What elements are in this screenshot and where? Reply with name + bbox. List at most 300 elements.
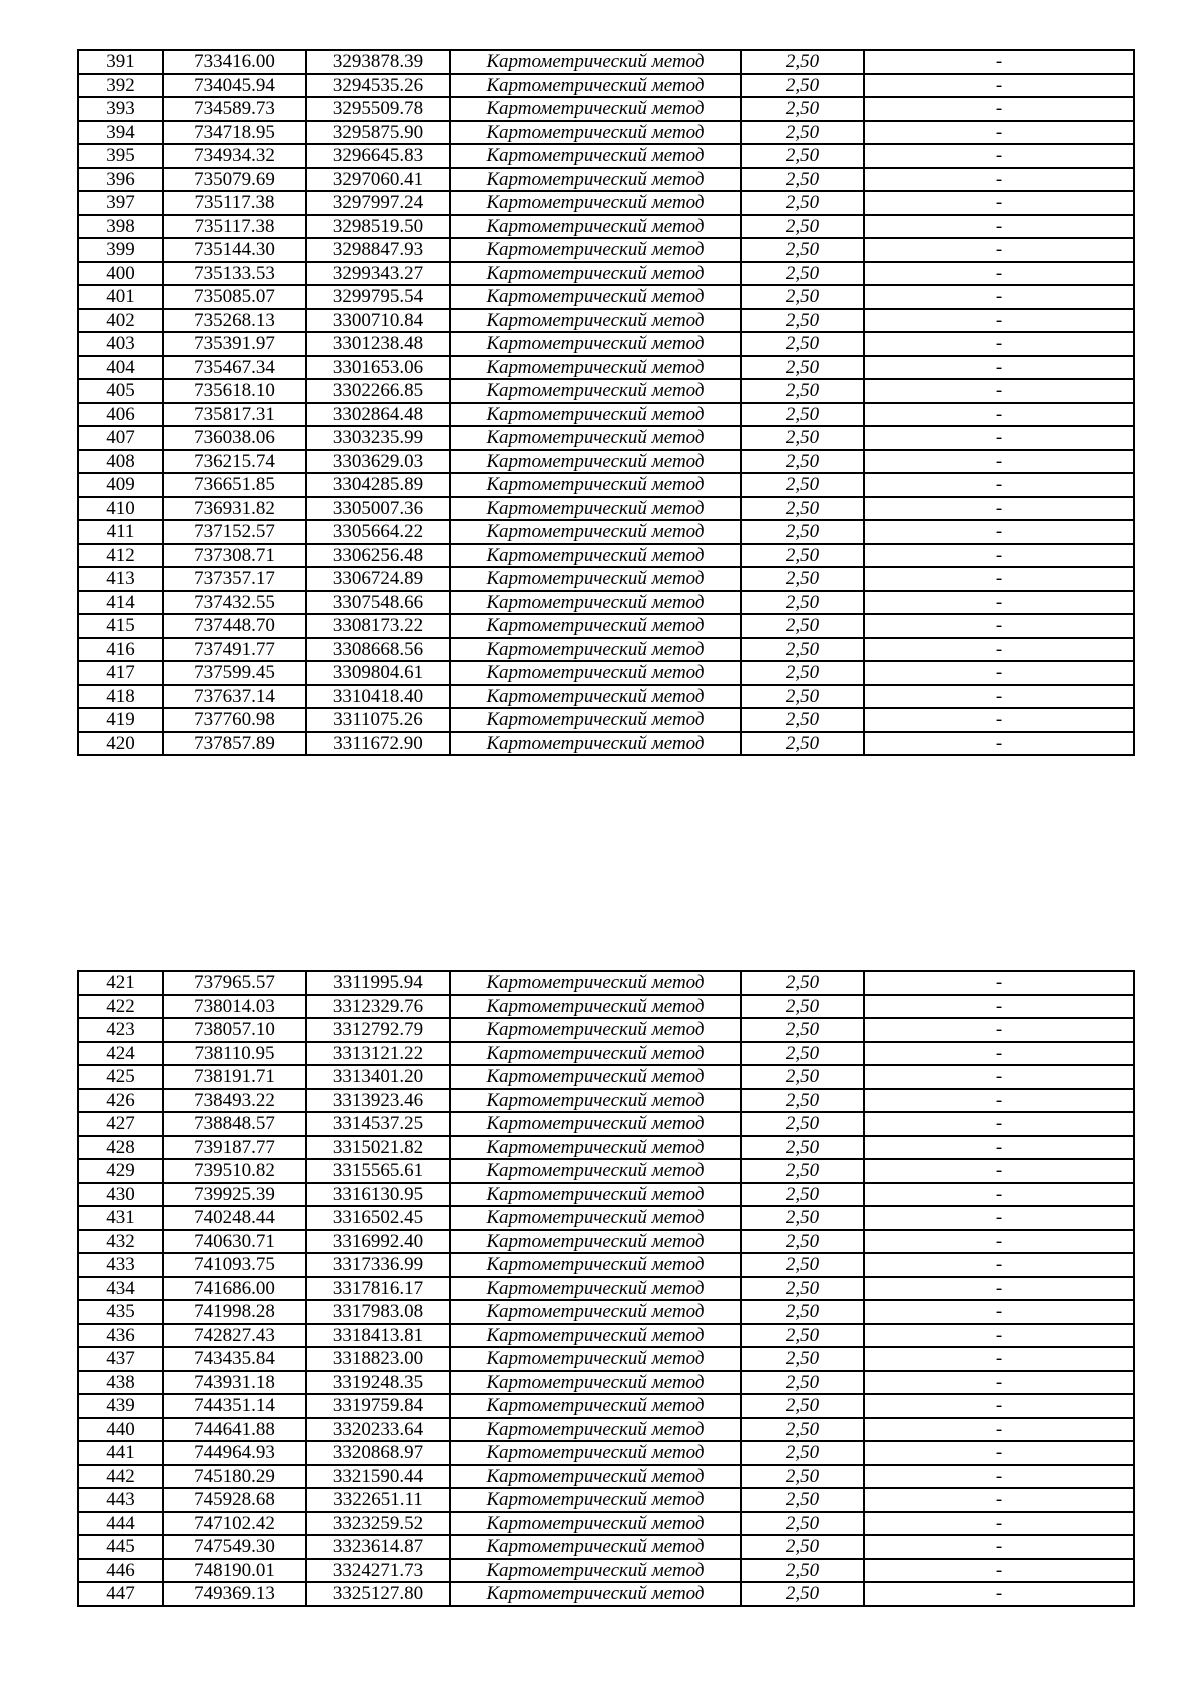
accuracy-cell: 2,50 xyxy=(741,685,864,709)
method-cell: Картометрический метод xyxy=(450,1371,741,1395)
method-cell: Картометрический метод xyxy=(450,995,741,1019)
y-coordinate-cell: 3314537.25 xyxy=(306,1112,450,1136)
point-number-cell: 437 xyxy=(78,1347,163,1371)
accuracy-cell: 2,50 xyxy=(741,1018,864,1042)
table-row xyxy=(78,708,1134,732)
accuracy-cell: 2,50 xyxy=(741,732,864,756)
description-cell: - xyxy=(864,1394,1134,1418)
y-coordinate-cell: 3320868.97 xyxy=(306,1441,450,1465)
point-number-cell: 405 xyxy=(78,379,163,403)
point-number-cell: 413 xyxy=(78,567,163,591)
table-row xyxy=(78,638,1134,662)
point-number-cell: 410 xyxy=(78,497,163,521)
table-row xyxy=(78,661,1134,685)
point-number-cell: 423 xyxy=(78,1018,163,1042)
x-coordinate-cell: 735144.30 xyxy=(163,238,306,262)
y-coordinate-cell: 3319759.84 xyxy=(306,1394,450,1418)
x-coordinate-cell: 738848.57 xyxy=(163,1112,306,1136)
method-cell: Картометрический метод xyxy=(450,215,741,239)
table-row xyxy=(78,520,1134,544)
description-cell: - xyxy=(864,473,1134,497)
table-row xyxy=(78,971,1134,995)
y-coordinate-cell: 3295875.90 xyxy=(306,121,450,145)
method-cell: Картометрический метод xyxy=(450,1136,741,1160)
x-coordinate-cell: 735085.07 xyxy=(163,285,306,309)
x-coordinate-cell: 735391.97 xyxy=(163,332,306,356)
table-row xyxy=(78,1324,1134,1348)
x-coordinate-cell: 734589.73 xyxy=(163,97,306,121)
x-coordinate-cell: 737491.77 xyxy=(163,638,306,662)
table-row xyxy=(78,1136,1134,1160)
y-coordinate-cell: 3325127.80 xyxy=(306,1582,450,1606)
x-coordinate-cell: 735117.38 xyxy=(163,215,306,239)
description-cell: - xyxy=(864,1018,1134,1042)
point-number-cell: 439 xyxy=(78,1394,163,1418)
method-cell: Картометрический метод xyxy=(450,356,741,380)
accuracy-cell: 2,50 xyxy=(741,50,864,74)
method-cell: Картометрический метод xyxy=(450,74,741,98)
x-coordinate-cell: 747102.42 xyxy=(163,1512,306,1536)
accuracy-cell: 2,50 xyxy=(741,285,864,309)
coordinates-table-body xyxy=(78,971,1134,1606)
description-cell: - xyxy=(864,1559,1134,1583)
y-coordinate-cell: 3313121.22 xyxy=(306,1042,450,1066)
method-cell: Картометрический метод xyxy=(450,1300,741,1324)
description-cell: - xyxy=(864,309,1134,333)
description-cell: - xyxy=(864,1065,1134,1089)
point-number-cell: 417 xyxy=(78,661,163,685)
point-number-cell: 407 xyxy=(78,426,163,450)
y-coordinate-cell: 3313401.20 xyxy=(306,1065,450,1089)
method-cell: Картометрический метод xyxy=(450,1230,741,1254)
method-cell: Картометрический метод xyxy=(450,591,741,615)
description-cell: - xyxy=(864,591,1134,615)
point-number-cell: 391 xyxy=(78,50,163,74)
y-coordinate-cell: 3324271.73 xyxy=(306,1559,450,1583)
x-coordinate-cell: 740630.71 xyxy=(163,1230,306,1254)
y-coordinate-cell: 3317336.99 xyxy=(306,1253,450,1277)
point-number-cell: 421 xyxy=(78,971,163,995)
table-row xyxy=(78,1300,1134,1324)
description-cell: - xyxy=(864,497,1134,521)
y-coordinate-cell: 3309804.61 xyxy=(306,661,450,685)
table-row xyxy=(78,403,1134,427)
point-number-cell: 402 xyxy=(78,309,163,333)
method-cell: Картометрический метод xyxy=(450,614,741,638)
x-coordinate-cell: 738191.71 xyxy=(163,1065,306,1089)
point-number-cell: 440 xyxy=(78,1418,163,1442)
accuracy-cell: 2,50 xyxy=(741,708,864,732)
point-number-cell: 430 xyxy=(78,1183,163,1207)
table-row xyxy=(78,215,1134,239)
y-coordinate-cell: 3298847.93 xyxy=(306,238,450,262)
table-row xyxy=(78,379,1134,403)
y-coordinate-cell: 3296645.83 xyxy=(306,144,450,168)
method-cell: Картометрический метод xyxy=(450,1394,741,1418)
x-coordinate-cell: 735133.53 xyxy=(163,262,306,286)
table-row xyxy=(78,1394,1134,1418)
table-row xyxy=(78,685,1134,709)
x-coordinate-cell: 738014.03 xyxy=(163,995,306,1019)
point-number-cell: 446 xyxy=(78,1559,163,1583)
x-coordinate-cell: 735817.31 xyxy=(163,403,306,427)
accuracy-cell: 2,50 xyxy=(741,1441,864,1465)
point-number-cell: 444 xyxy=(78,1512,163,1536)
accuracy-cell: 2,50 xyxy=(741,309,864,333)
y-coordinate-cell: 3305007.36 xyxy=(306,497,450,521)
y-coordinate-cell: 3297060.41 xyxy=(306,168,450,192)
accuracy-cell: 2,50 xyxy=(741,1206,864,1230)
method-cell: Картометрический метод xyxy=(450,191,741,215)
point-number-cell: 400 xyxy=(78,262,163,286)
description-cell: - xyxy=(864,332,1134,356)
accuracy-cell: 2,50 xyxy=(741,971,864,995)
table-row xyxy=(78,732,1134,756)
x-coordinate-cell: 737857.89 xyxy=(163,732,306,756)
x-coordinate-cell: 737308.71 xyxy=(163,544,306,568)
description-cell: - xyxy=(864,1277,1134,1301)
y-coordinate-cell: 3304285.89 xyxy=(306,473,450,497)
accuracy-cell: 2,50 xyxy=(741,1253,864,1277)
y-coordinate-cell: 3318413.81 xyxy=(306,1324,450,1348)
x-coordinate-cell: 735467.34 xyxy=(163,356,306,380)
x-coordinate-cell: 734934.32 xyxy=(163,144,306,168)
accuracy-cell: 2,50 xyxy=(741,426,864,450)
table-row xyxy=(78,591,1134,615)
description-cell: - xyxy=(864,356,1134,380)
method-cell: Картометрический метод xyxy=(450,1418,741,1442)
method-cell: Картометрический метод xyxy=(450,1512,741,1536)
accuracy-cell: 2,50 xyxy=(741,1065,864,1089)
x-coordinate-cell: 741998.28 xyxy=(163,1300,306,1324)
x-coordinate-cell: 748190.01 xyxy=(163,1559,306,1583)
table-row xyxy=(78,191,1134,215)
method-cell: Картометрический метод xyxy=(450,520,741,544)
y-coordinate-cell: 3319248.35 xyxy=(306,1371,450,1395)
accuracy-cell: 2,50 xyxy=(741,1347,864,1371)
point-number-cell: 424 xyxy=(78,1042,163,1066)
accuracy-cell: 2,50 xyxy=(741,1559,864,1583)
x-coordinate-cell: 740248.44 xyxy=(163,1206,306,1230)
point-number-cell: 433 xyxy=(78,1253,163,1277)
accuracy-cell: 2,50 xyxy=(741,1112,864,1136)
y-coordinate-cell: 3301238.48 xyxy=(306,332,450,356)
description-cell: - xyxy=(864,191,1134,215)
accuracy-cell: 2,50 xyxy=(741,1300,864,1324)
x-coordinate-cell: 736215.74 xyxy=(163,450,306,474)
y-coordinate-cell: 3297997.24 xyxy=(306,191,450,215)
y-coordinate-cell: 3323614.87 xyxy=(306,1535,450,1559)
method-cell: Картометрический метод xyxy=(450,638,741,662)
table-row xyxy=(78,1559,1134,1583)
accuracy-cell: 2,50 xyxy=(741,638,864,662)
method-cell: Картометрический метод xyxy=(450,309,741,333)
description-cell: - xyxy=(864,1042,1134,1066)
method-cell: Картометрический метод xyxy=(450,1559,741,1583)
method-cell: Картометрический метод xyxy=(450,1277,741,1301)
description-cell: - xyxy=(864,638,1134,662)
table-row xyxy=(78,1230,1134,1254)
table-row xyxy=(78,544,1134,568)
description-cell: - xyxy=(864,1512,1134,1536)
description-cell: - xyxy=(864,1324,1134,1348)
accuracy-cell: 2,50 xyxy=(741,1582,864,1606)
x-coordinate-cell: 736038.06 xyxy=(163,426,306,450)
method-cell: Картометрический метод xyxy=(450,121,741,145)
x-coordinate-cell: 737357.17 xyxy=(163,567,306,591)
y-coordinate-cell: 3298519.50 xyxy=(306,215,450,239)
method-cell: Картометрический метод xyxy=(450,1159,741,1183)
table-row xyxy=(78,1042,1134,1066)
point-number-cell: 403 xyxy=(78,332,163,356)
x-coordinate-cell: 737965.57 xyxy=(163,971,306,995)
point-number-cell: 395 xyxy=(78,144,163,168)
x-coordinate-cell: 735117.38 xyxy=(163,191,306,215)
method-cell: Картометрический метод xyxy=(450,661,741,685)
point-number-cell: 392 xyxy=(78,74,163,98)
accuracy-cell: 2,50 xyxy=(741,1183,864,1207)
accuracy-cell: 2,50 xyxy=(741,1230,864,1254)
x-coordinate-cell: 737448.70 xyxy=(163,614,306,638)
accuracy-cell: 2,50 xyxy=(741,262,864,286)
method-cell: Картометрический метод xyxy=(450,403,741,427)
accuracy-cell: 2,50 xyxy=(741,497,864,521)
description-cell: - xyxy=(864,1136,1134,1160)
point-number-cell: 427 xyxy=(78,1112,163,1136)
point-number-cell: 416 xyxy=(78,638,163,662)
method-cell: Картометрический метод xyxy=(450,497,741,521)
table-row xyxy=(78,567,1134,591)
method-cell: Картометрический метод xyxy=(450,708,741,732)
method-cell: Картометрический метод xyxy=(450,144,741,168)
description-cell: - xyxy=(864,1441,1134,1465)
table-row xyxy=(78,426,1134,450)
accuracy-cell: 2,50 xyxy=(741,450,864,474)
y-coordinate-cell: 3308173.22 xyxy=(306,614,450,638)
accuracy-cell: 2,50 xyxy=(741,1042,864,1066)
method-cell: Картометрический метод xyxy=(450,567,741,591)
method-cell: Картометрический метод xyxy=(450,285,741,309)
method-cell: Картометрический метод xyxy=(450,262,741,286)
description-cell: - xyxy=(864,1183,1134,1207)
x-coordinate-cell: 744964.93 xyxy=(163,1441,306,1465)
table-row xyxy=(78,1347,1134,1371)
table-row xyxy=(78,1512,1134,1536)
description-cell: - xyxy=(864,262,1134,286)
table-row xyxy=(78,1488,1134,1512)
table-row xyxy=(78,1089,1134,1113)
accuracy-cell: 2,50 xyxy=(741,238,864,262)
point-number-cell: 393 xyxy=(78,97,163,121)
method-cell: Картометрический метод xyxy=(450,971,741,995)
table-row xyxy=(78,121,1134,145)
method-cell: Картометрический метод xyxy=(450,332,741,356)
y-coordinate-cell: 3311995.94 xyxy=(306,971,450,995)
method-cell: Картометрический метод xyxy=(450,1441,741,1465)
description-cell: - xyxy=(864,74,1134,98)
coordinates-table-1 xyxy=(77,49,1135,756)
method-cell: Картометрический метод xyxy=(450,732,741,756)
description-cell: - xyxy=(864,379,1134,403)
point-number-cell: 409 xyxy=(78,473,163,497)
description-cell: - xyxy=(864,1159,1134,1183)
description-cell: - xyxy=(864,403,1134,427)
accuracy-cell: 2,50 xyxy=(741,191,864,215)
description-cell: - xyxy=(864,168,1134,192)
accuracy-cell: 2,50 xyxy=(741,1465,864,1489)
description-cell: - xyxy=(864,1300,1134,1324)
point-number-cell: 398 xyxy=(78,215,163,239)
accuracy-cell: 2,50 xyxy=(741,1488,864,1512)
method-cell: Картометрический метод xyxy=(450,1324,741,1348)
x-coordinate-cell: 736931.82 xyxy=(163,497,306,521)
description-cell: - xyxy=(864,995,1134,1019)
point-number-cell: 418 xyxy=(78,685,163,709)
method-cell: Картометрический метод xyxy=(450,97,741,121)
table-row xyxy=(78,238,1134,262)
x-coordinate-cell: 749369.13 xyxy=(163,1582,306,1606)
y-coordinate-cell: 3312792.79 xyxy=(306,1018,450,1042)
method-cell: Картометрический метод xyxy=(450,50,741,74)
method-cell: Картометрический метод xyxy=(450,1206,741,1230)
description-cell: - xyxy=(864,121,1134,145)
table-row xyxy=(78,995,1134,1019)
description-cell: - xyxy=(864,426,1134,450)
point-number-cell: 438 xyxy=(78,1371,163,1395)
x-coordinate-cell: 737599.45 xyxy=(163,661,306,685)
accuracy-cell: 2,50 xyxy=(741,1324,864,1348)
description-cell: - xyxy=(864,1535,1134,1559)
description-cell: - xyxy=(864,215,1134,239)
accuracy-cell: 2,50 xyxy=(741,1159,864,1183)
x-coordinate-cell: 738110.95 xyxy=(163,1042,306,1066)
table-row xyxy=(78,97,1134,121)
y-coordinate-cell: 3322651.11 xyxy=(306,1488,450,1512)
method-cell: Картометрический метод xyxy=(450,1018,741,1042)
y-coordinate-cell: 3299795.54 xyxy=(306,285,450,309)
x-coordinate-cell: 734718.95 xyxy=(163,121,306,145)
accuracy-cell: 2,50 xyxy=(741,97,864,121)
point-number-cell: 397 xyxy=(78,191,163,215)
y-coordinate-cell: 3316992.40 xyxy=(306,1230,450,1254)
point-number-cell: 412 xyxy=(78,544,163,568)
y-coordinate-cell: 3317816.17 xyxy=(306,1277,450,1301)
y-coordinate-cell: 3316502.45 xyxy=(306,1206,450,1230)
description-cell: - xyxy=(864,1371,1134,1395)
y-coordinate-cell: 3303629.03 xyxy=(306,450,450,474)
description-cell: - xyxy=(864,732,1134,756)
accuracy-cell: 2,50 xyxy=(741,1394,864,1418)
y-coordinate-cell: 3305664.22 xyxy=(306,520,450,544)
accuracy-cell: 2,50 xyxy=(741,1371,864,1395)
point-number-cell: 419 xyxy=(78,708,163,732)
description-cell: - xyxy=(864,708,1134,732)
point-number-cell: 441 xyxy=(78,1441,163,1465)
point-number-cell: 447 xyxy=(78,1582,163,1606)
table-row xyxy=(78,1253,1134,1277)
y-coordinate-cell: 3320233.64 xyxy=(306,1418,450,1442)
x-coordinate-cell: 737760.98 xyxy=(163,708,306,732)
accuracy-cell: 2,50 xyxy=(741,1418,864,1442)
table-row xyxy=(78,1418,1134,1442)
point-number-cell: 408 xyxy=(78,450,163,474)
point-number-cell: 399 xyxy=(78,238,163,262)
y-coordinate-cell: 3307548.66 xyxy=(306,591,450,615)
accuracy-cell: 2,50 xyxy=(741,995,864,1019)
description-cell: - xyxy=(864,1230,1134,1254)
y-coordinate-cell: 3315021.82 xyxy=(306,1136,450,1160)
x-coordinate-cell: 747549.30 xyxy=(163,1535,306,1559)
point-number-cell: 442 xyxy=(78,1465,163,1489)
point-number-cell: 406 xyxy=(78,403,163,427)
y-coordinate-cell: 3315565.61 xyxy=(306,1159,450,1183)
y-coordinate-cell: 3299343.27 xyxy=(306,262,450,286)
point-number-cell: 420 xyxy=(78,732,163,756)
table-row xyxy=(78,1018,1134,1042)
accuracy-cell: 2,50 xyxy=(741,121,864,145)
point-number-cell: 445 xyxy=(78,1535,163,1559)
point-number-cell: 426 xyxy=(78,1089,163,1113)
point-number-cell: 414 xyxy=(78,591,163,615)
y-coordinate-cell: 3317983.08 xyxy=(306,1300,450,1324)
accuracy-cell: 2,50 xyxy=(741,520,864,544)
point-number-cell: 425 xyxy=(78,1065,163,1089)
x-coordinate-cell: 735618.10 xyxy=(163,379,306,403)
description-cell: - xyxy=(864,50,1134,74)
method-cell: Картометрический метод xyxy=(450,1042,741,1066)
x-coordinate-cell: 742827.43 xyxy=(163,1324,306,1348)
point-number-cell: 428 xyxy=(78,1136,163,1160)
description-cell: - xyxy=(864,1253,1134,1277)
accuracy-cell: 2,50 xyxy=(741,661,864,685)
y-coordinate-cell: 3295509.78 xyxy=(306,97,450,121)
point-number-cell: 432 xyxy=(78,1230,163,1254)
description-cell: - xyxy=(864,1089,1134,1113)
method-cell: Картометрический метод xyxy=(450,238,741,262)
description-cell: - xyxy=(864,685,1134,709)
x-coordinate-cell: 733416.00 xyxy=(163,50,306,74)
point-number-cell: 436 xyxy=(78,1324,163,1348)
method-cell: Картометрический метод xyxy=(450,1465,741,1489)
description-cell: - xyxy=(864,144,1134,168)
table-row xyxy=(78,1206,1134,1230)
x-coordinate-cell: 741093.75 xyxy=(163,1253,306,1277)
accuracy-cell: 2,50 xyxy=(741,403,864,427)
accuracy-cell: 2,50 xyxy=(741,168,864,192)
x-coordinate-cell: 739925.39 xyxy=(163,1183,306,1207)
y-coordinate-cell: 3312329.76 xyxy=(306,995,450,1019)
method-cell: Картометрический метод xyxy=(450,1582,741,1606)
y-coordinate-cell: 3306724.89 xyxy=(306,567,450,591)
y-coordinate-cell: 3303235.99 xyxy=(306,426,450,450)
description-cell: - xyxy=(864,1347,1134,1371)
y-coordinate-cell: 3300710.84 xyxy=(306,309,450,333)
table-row xyxy=(78,1159,1134,1183)
accuracy-cell: 2,50 xyxy=(741,356,864,380)
description-cell: - xyxy=(864,661,1134,685)
table-row xyxy=(78,1371,1134,1395)
method-cell: Картометрический метод xyxy=(450,1183,741,1207)
accuracy-cell: 2,50 xyxy=(741,1136,864,1160)
description-cell: - xyxy=(864,97,1134,121)
accuracy-cell: 2,50 xyxy=(741,614,864,638)
description-cell: - xyxy=(864,614,1134,638)
method-cell: Картометрический метод xyxy=(450,685,741,709)
y-coordinate-cell: 3301653.06 xyxy=(306,356,450,380)
table-row xyxy=(78,262,1134,286)
table-row xyxy=(78,168,1134,192)
x-coordinate-cell: 743435.84 xyxy=(163,1347,306,1371)
